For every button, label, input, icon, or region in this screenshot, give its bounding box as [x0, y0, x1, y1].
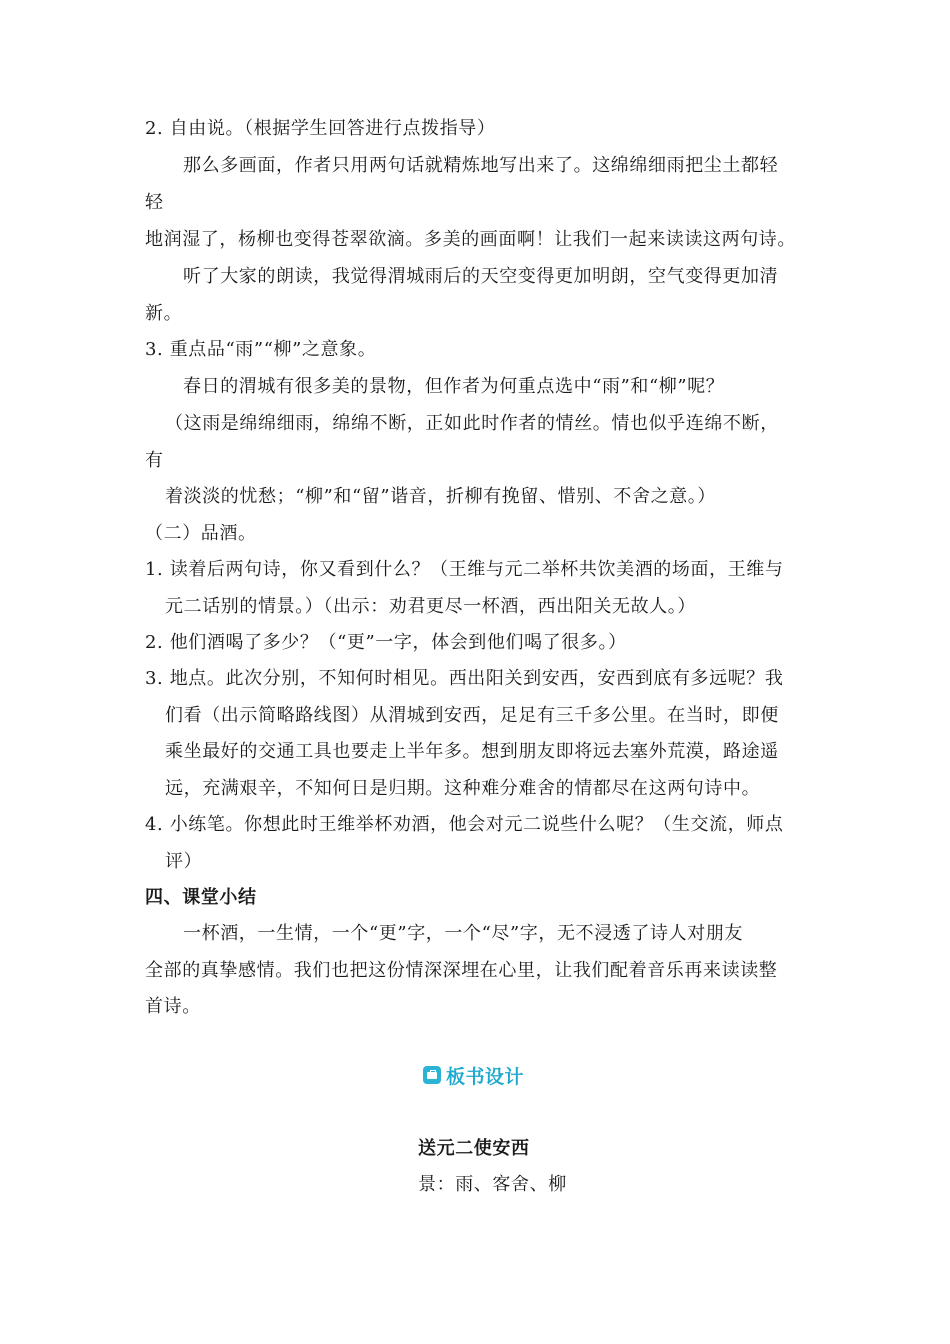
item-writing-practice: 4. 小练笔。你想此时王维举杯劝酒，他会对元二说些什么呢？（生交流，师点: [145, 814, 784, 835]
paragraph-line: （这雨是绵绵细雨，绵绵不断，正如此时作者的情丝。情也似乎连绵不断，: [165, 413, 779, 434]
item-location: 3. 地点。此次分别，不知何时相见。西出阳关到安西，安西到底有多远呢？我: [145, 668, 784, 689]
paragraph-line: 着淡淡的忧愁；“柳”和“留”谐音，折柳有挽留、惜别、不舍之意。）: [165, 486, 717, 507]
board-scene-line: 景：雨、客舍、柳: [418, 1174, 567, 1195]
paragraph-line: 首诗。: [145, 996, 201, 1017]
paragraph-line: 地润湿了，杨柳也变得苍翠欲滴。多美的画面啊！让我们一起来读读这两句诗。: [145, 229, 796, 250]
paragraph-line: 那么多画面，作者只用两句话就精炼地写出来了。这绵绵细雨把尘土都轻: [183, 155, 779, 176]
item-read-poem: 1. 读着后两句诗，你又看到什么？（王维与元二举杯共饮美酒的场面，王维与: [145, 559, 784, 580]
paragraph-line: 远，充满艰辛，不知何日是归期。这种难分难舍的情都尽在这两句诗中。: [165, 778, 761, 799]
item-how-much-wine: 2. 他们酒喝了多少？（“更”一字，体会到他们喝了很多。）: [145, 632, 627, 653]
paragraph-line: 评）: [165, 851, 203, 872]
board-design-label: 板书设计: [446, 1065, 525, 1088]
paragraph-line: 新。: [145, 303, 183, 324]
board-title: 送元二使安西: [418, 1138, 530, 1159]
paragraph-line: 全部的真挚感情。我们也把这份情深深埋在心里，让我们配着音乐再来读读整: [145, 960, 778, 981]
paragraph-line: 们看（出示简略路线图）从渭城到安西，足足有三千多公里。在当时，即便: [165, 705, 779, 726]
paragraph-line: 元二话别的情景。）（出示：劝君更尽一杯酒，西出阳关无故人。）: [165, 596, 696, 617]
paragraph-line: 轻: [145, 192, 164, 213]
subsection-heading: （二）品酒。: [145, 523, 257, 544]
paragraph-line: 一杯酒，一生情，一个“更”字，一个“尽”字，无不浸透了诗人对朋友: [183, 923, 744, 944]
paragraph-line: 乘坐最好的交通工具也要走上半年多。想到朋友即将远去塞外荒漠，路途遥: [165, 741, 779, 762]
paragraph-line: 春日的渭城有很多美的景物，但作者为何重点选中“雨”和“柳”呢？: [183, 376, 725, 397]
section-heading-summary: 四、课堂小结: [145, 887, 257, 908]
paragraph-line: 有: [145, 450, 164, 471]
item-free-talk: 2. 自由说。（根据学生回答进行点拨指导）: [145, 118, 496, 139]
bag-icon: [423, 1066, 441, 1084]
paragraph-line: 听了大家的朗读，我觉得渭城雨后的天空变得更加明朗，空气变得更加清: [183, 266, 779, 287]
item-rain-willow: 3. 重点品“雨”“柳”之意象。: [145, 339, 377, 360]
board-design-badge: [423, 1063, 524, 1087]
